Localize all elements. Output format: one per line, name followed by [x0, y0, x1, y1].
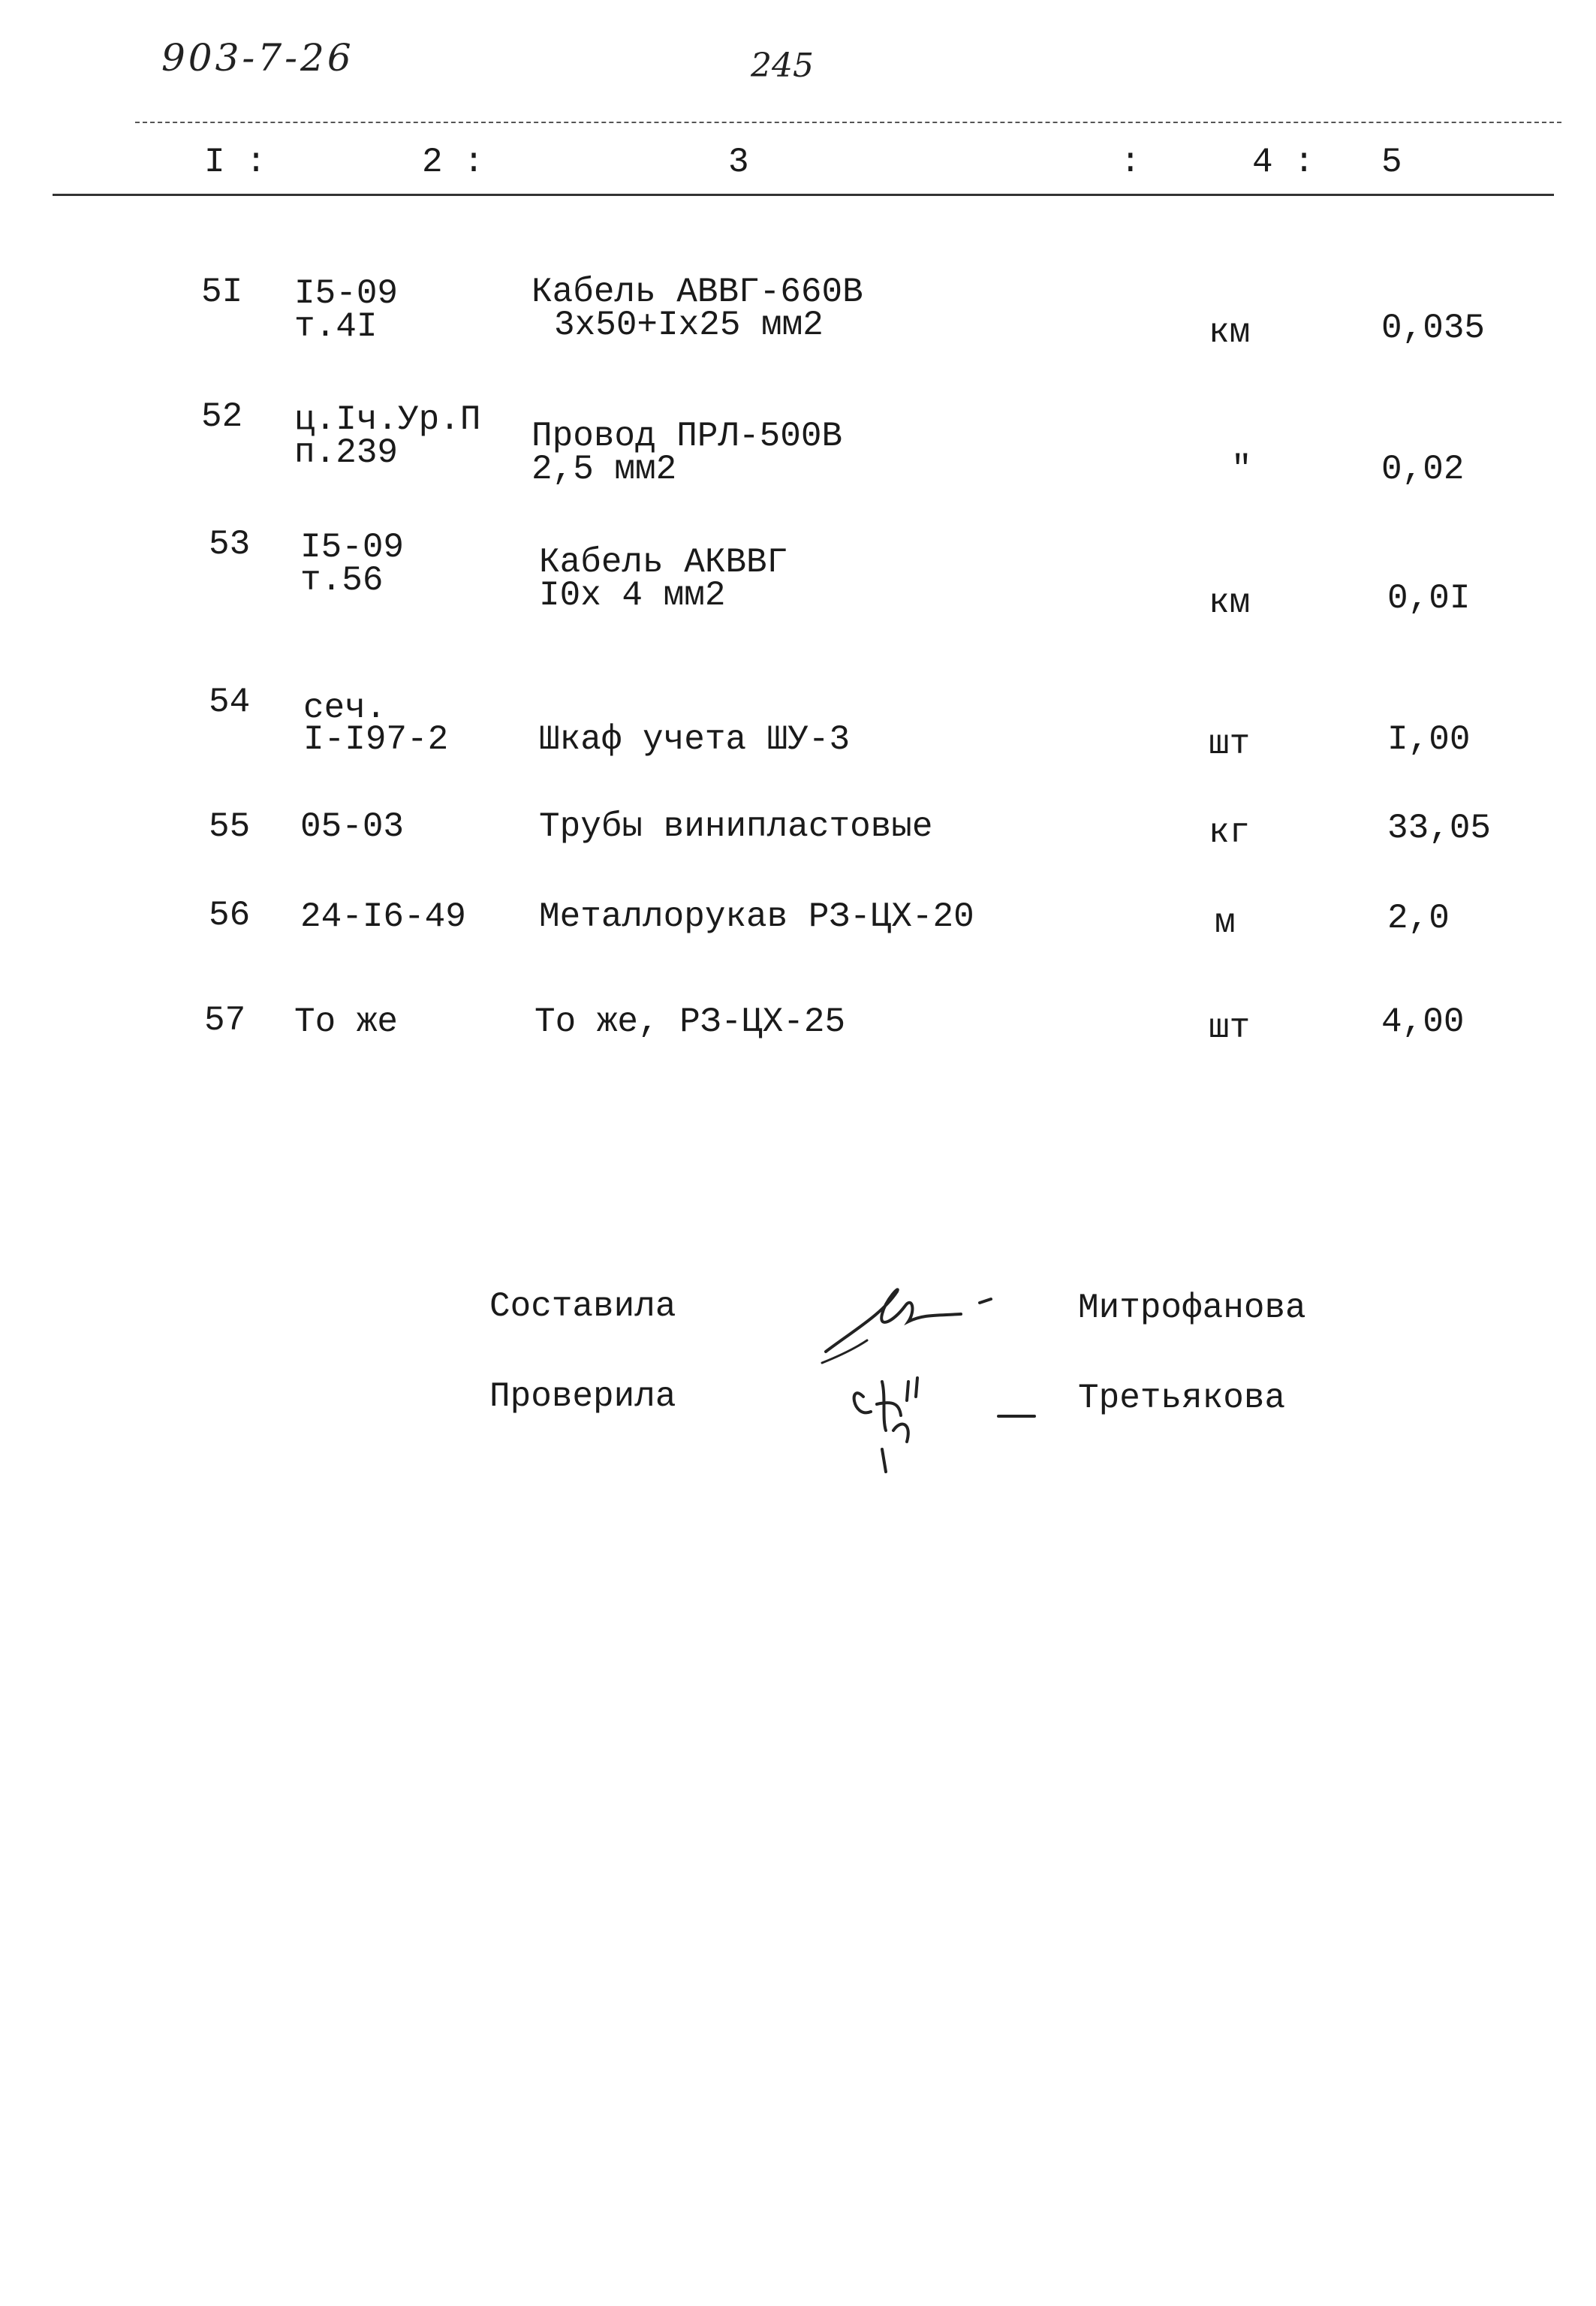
row-description: Провод ПРЛ-500В	[531, 417, 843, 456]
row-description: Кабель АКВВГ	[539, 543, 788, 582]
row-quantity: I,00	[1387, 720, 1471, 759]
row-code: То же	[294, 1002, 399, 1041]
row-description: Шкаф учета ШУ-3	[539, 720, 851, 759]
row-description: Кабель АВВГ-660В	[531, 273, 863, 312]
row-quantity: 4,00	[1381, 1002, 1465, 1041]
header-col-5: 5	[1381, 143, 1402, 182]
row-unit: шт	[1209, 1008, 1251, 1047]
compiled-by-label: Составила	[489, 1287, 676, 1326]
row-quantity: 2,0	[1387, 899, 1450, 938]
row-number: 54	[209, 683, 251, 722]
row-code: ц.Iч.Ур.П	[294, 400, 481, 439]
row-unit: шт	[1209, 725, 1251, 764]
header-col-3: 3	[728, 143, 749, 182]
header-top-rule	[135, 122, 1561, 123]
row-description: То же, РЗ-ЦХ-25	[535, 1002, 846, 1041]
header-col-separator: :	[1120, 143, 1141, 182]
row-unit: "	[1231, 450, 1252, 489]
row-code: I5-09	[300, 528, 405, 567]
row-quantity: 0,0I	[1387, 579, 1471, 618]
row-quantity: 0,02	[1381, 450, 1465, 489]
row-code-sub: т.56	[300, 561, 384, 600]
header-col-1: I :	[204, 143, 267, 182]
row-quantity: 33,05	[1387, 809, 1492, 848]
row-code-sub: I-I97-2	[303, 720, 449, 759]
row-unit: м	[1215, 903, 1236, 942]
checked-by-name: Третьякова	[1078, 1379, 1286, 1418]
header-col-4: 4 :	[1252, 143, 1314, 182]
row-code: 05-03	[300, 807, 405, 846]
page-number: 245	[751, 47, 814, 85]
row-code: I5-09	[294, 274, 399, 313]
row-number: 56	[209, 896, 251, 935]
row-description: Трубы винипластовые	[539, 807, 933, 846]
header-col-2: 2 :	[422, 143, 484, 182]
header-bottom-rule	[53, 194, 1554, 196]
row-code: сеч.	[303, 689, 387, 728]
document-code: 903-7-26	[161, 36, 354, 80]
row-number: 57	[204, 1001, 246, 1040]
row-unit: кг	[1209, 813, 1251, 852]
row-unit: км	[1209, 313, 1251, 352]
row-code: 24-I6-49	[300, 897, 466, 936]
row-number: 52	[201, 397, 243, 436]
row-description: Металлорукав РЗ-ЦХ-20	[539, 897, 974, 936]
row-number: 53	[209, 525, 251, 564]
row-unit: км	[1209, 583, 1251, 622]
row-description-sub: 2,5 мм2	[531, 450, 677, 489]
row-number: 55	[209, 807, 251, 846]
row-description-sub: 3х50+Iх25 мм2	[554, 306, 824, 345]
row-code-sub: т.4I	[294, 307, 378, 346]
checked-by-label: Проверила	[489, 1377, 676, 1416]
signature-scribble-icon	[811, 1269, 1051, 1479]
row-code-sub: п.239	[294, 433, 399, 472]
row-description-sub: I0х 4 мм2	[539, 576, 726, 615]
row-number: 5I	[201, 273, 243, 312]
row-quantity: 0,035	[1381, 309, 1486, 348]
compiled-by-name: Митрофанова	[1078, 1289, 1306, 1328]
